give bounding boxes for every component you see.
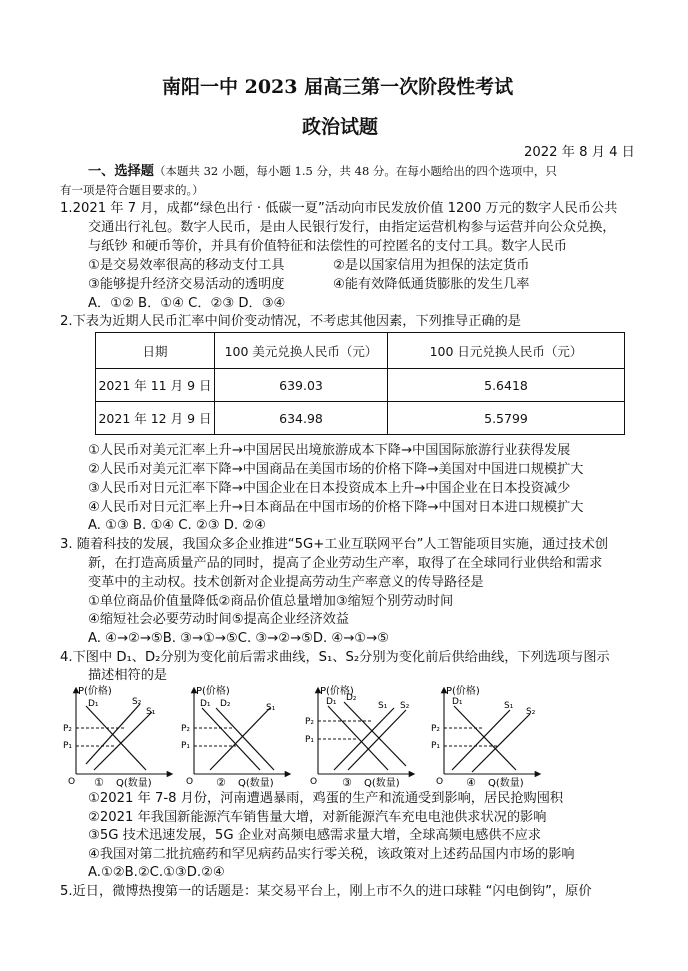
graph-1-x-label: Q(数量) — [116, 778, 152, 789]
table-cell: 5.5799 — [388, 402, 625, 435]
graph-1-d1: D₁ — [88, 699, 99, 709]
graph-2-number: ② — [216, 776, 226, 789]
q1-line-1: 1.2021 年 7 月，成都“绿色出行 · 低碳一夏”活动向市民发放价值 1200 万元的数字人民币公共 — [60, 201, 618, 216]
graph-4-number: ④ — [466, 776, 476, 789]
graph-4-x-label: Q(数量) — [488, 778, 524, 789]
q2-option-4: ④人民币对日元汇率上升→日本商品在中国市场的价格下降→中国对日本进口规模扩大 — [88, 500, 584, 515]
q3-options-b: ④缩短社会必要劳动时间⑤提高企业经济效益 — [88, 612, 350, 627]
graph-3-s1: S₁ — [378, 701, 388, 711]
q1-choices: A．①② B．①④ C．②③ D．③④ — [88, 296, 286, 311]
graph-3 — [305, 684, 412, 789]
q1-option-1: ①是交易效率很高的移动支付工具 — [88, 258, 285, 273]
q3-line-3: 变革中的主动权。技术创新对企业提高劳动生产率意义的传导路径是 — [88, 575, 484, 590]
graph-2-p2: P₂ — [181, 724, 191, 734]
q1-option-4: ④能有效降低通货膨胀的发生几率 — [333, 277, 530, 292]
graph-2-x-label: Q(数量) — [238, 778, 274, 789]
q4-option-1: ①2021 年 7-8 月份，河南遭遇暴雨，鸡蛋的生产和流通受到影响，居民抢购囤积 — [88, 791, 564, 806]
q2-option-3: ③人民币对日元汇率下降→中国企业在日本投资成本上升→中国企业在日本投资减少 — [88, 481, 571, 496]
graph-4-y-label: P(价格) — [446, 686, 480, 697]
graph-2-s1: S₁ — [266, 703, 276, 713]
subject-title: 政治试题 — [302, 116, 379, 138]
table-header-row — [96, 333, 625, 369]
table-cell: 2021 年 11 月 9 日 — [96, 369, 215, 402]
graph-4 — [431, 684, 538, 789]
exam-date: 2022 年 8 月 4 日 — [524, 145, 635, 160]
graph-2-s1-curve — [210, 708, 270, 770]
q2-option-2: ②人民币对美元汇率下降→中国商品在美国市场的价格下降→美国对中国进口规模扩大 — [88, 462, 584, 477]
q3-options-a: ①单位商品价值量降低②商品价值总量增加③缩短个别劳动时间 — [88, 594, 454, 609]
graph-3-p1: P₁ — [305, 735, 315, 745]
q3-choices: A. ④→②→⑤B. ③→①→⑤C. ③→②→⑤D. ④→①→⑤ — [88, 631, 390, 646]
graph-4-s2-curve — [472, 714, 530, 772]
graph-3-s2-curve — [348, 710, 406, 770]
table-cell: 639.03 — [215, 369, 388, 402]
q4-option-2: ②2021 年我国新能源汽车销售量大增，对新能源汽车充电电池供求状况的影响 — [88, 810, 547, 825]
graph-2-d2-curve — [216, 708, 274, 770]
graph-1-origin: O — [68, 777, 76, 787]
table-header-jpy: 100 日元兑换人民币（元） — [388, 333, 625, 369]
graph-3-y-label: P(价格) — [320, 686, 354, 697]
graph-3-p2: P₂ — [305, 717, 315, 727]
exchange-rate-table — [95, 332, 625, 435]
graph-4-p1: P₁ — [431, 741, 441, 751]
graph-2-p1: P₁ — [181, 741, 191, 751]
section-heading-line — [88, 162, 557, 181]
graph-3-origin: O — [310, 777, 318, 787]
table-cell: 2021 年 12 月 9 日 — [96, 402, 215, 435]
graph-1-s1-curve — [94, 712, 152, 770]
graph-1-number: ① — [94, 776, 104, 789]
graph-4-s1-curve — [452, 710, 510, 770]
graph-4-s1: S₁ — [504, 701, 514, 711]
graph-1-p2: P₂ — [63, 724, 73, 734]
graph-1-s1: S₁ — [146, 707, 156, 717]
q4-choices: A.①②B.②C.①③D.②④ — [88, 865, 225, 880]
graph-1-p1: P₁ — [63, 741, 73, 751]
graph-4-p2: P₂ — [431, 724, 441, 734]
graph-3-number: ③ — [342, 776, 352, 789]
q3-line-1: 3. 随着科技的发展，我国众多企业推进“5G+工业互联网平台”人工智能项目实施，通过技术创 — [60, 537, 609, 552]
graph-2-origin: O — [186, 777, 194, 787]
section-heading: 一、选择题 — [88, 164, 154, 179]
graph-2 — [181, 684, 288, 789]
table-row — [96, 369, 625, 402]
table-cell: 634.98 — [215, 402, 388, 435]
graph-2-y-label: P(价格) — [196, 686, 230, 697]
table-header-date: 日期 — [96, 333, 215, 369]
q4-line-2: 描述相符的是 — [88, 668, 168, 683]
q1-line-3: 与纸钞 和硬币等价，并具有价值特征和法偿性的可控匿名的支付工具。数字人民币 — [88, 239, 567, 254]
q4-option-4: ④我国对第二批抗癌药和罕见病药品实行零关税，该政策对上述药品国内市场的影响 — [88, 847, 575, 862]
graph-2-d2: D₂ — [220, 699, 231, 709]
graph-2-d1: D₁ — [200, 699, 211, 709]
graph-3-d2: D₂ — [346, 693, 357, 703]
q1-option-3: ③能够提升经济交易活动的透明度 — [88, 277, 285, 292]
q2-option-1: ①人民币对美元汇率上升→中国居民出境旅游成本下降→中国国际旅游行业获得发展 — [88, 443, 571, 458]
graph-1-y-label: P(价格) — [78, 686, 112, 697]
supply-demand-graphs — [60, 684, 660, 790]
q1-option-2: ②是以国家信用为担保的法定货币 — [333, 258, 530, 273]
graph-1 — [63, 684, 170, 789]
q4-line-1: 4.下图中 D₁、D₂分别为变化前后需求曲线，S₁、S₂分别为变化前后供给曲线，下列选项与图示 — [60, 650, 610, 665]
section-note-1: （本题共 32 小题，每小题 1.5 分，共 48 分。在每小题给出的四个选项中，只 — [153, 164, 557, 178]
q4-option-3: ③5G 技术迅速发展，5G 企业对高频电感需求量大增，全球高频电感供不应求 — [88, 828, 542, 843]
q2-stem: 2.下表为近期人民币汇率中间价变动情况，不考虑其他因素，下列推导正确的是 — [60, 314, 521, 329]
q3-line-2: 新，在打造高质量产品的同时，提高了企业劳动生产率，取得了在全球同行业供给和需求 — [88, 556, 603, 571]
q5-line-1: 5.近日，微博热搜第一的话题是：某交易平台上，刚上市不久的进口球鞋 “闪电倒钩”，原价 — [60, 884, 592, 899]
table-row — [96, 402, 625, 435]
graph-1-d1-curve — [86, 706, 146, 770]
graph-3-s2: S₂ — [400, 701, 410, 711]
exam-title: 南阳一中 2023 届高三第一次阶段性考试 — [162, 76, 514, 98]
graph-3-x-label: Q(数量) — [364, 778, 400, 789]
section-note-2: 有一项是符合题目要求的。） — [60, 183, 204, 197]
graph-4-d1: D₁ — [452, 697, 463, 707]
table-header-usd: 100 美元兑换人民币（元） — [215, 333, 388, 369]
q2-choices: A. ①③ B. ①④ C. ②③ D. ②④ — [88, 518, 266, 533]
table-cell: 5.6418 — [388, 369, 625, 402]
graph-3-d1: D₁ — [326, 697, 337, 707]
q1-line-2: 交通出行礼包。数字人民币，是由人民银行发行，由指定运营机构参与运营并向公众兑换， — [88, 220, 616, 235]
graph-4-origin: O — [436, 777, 444, 787]
graph-4-s2: S₂ — [526, 707, 536, 717]
graph-2-d1-curve — [202, 708, 260, 770]
graph-1-s2: S₂ — [132, 697, 142, 707]
